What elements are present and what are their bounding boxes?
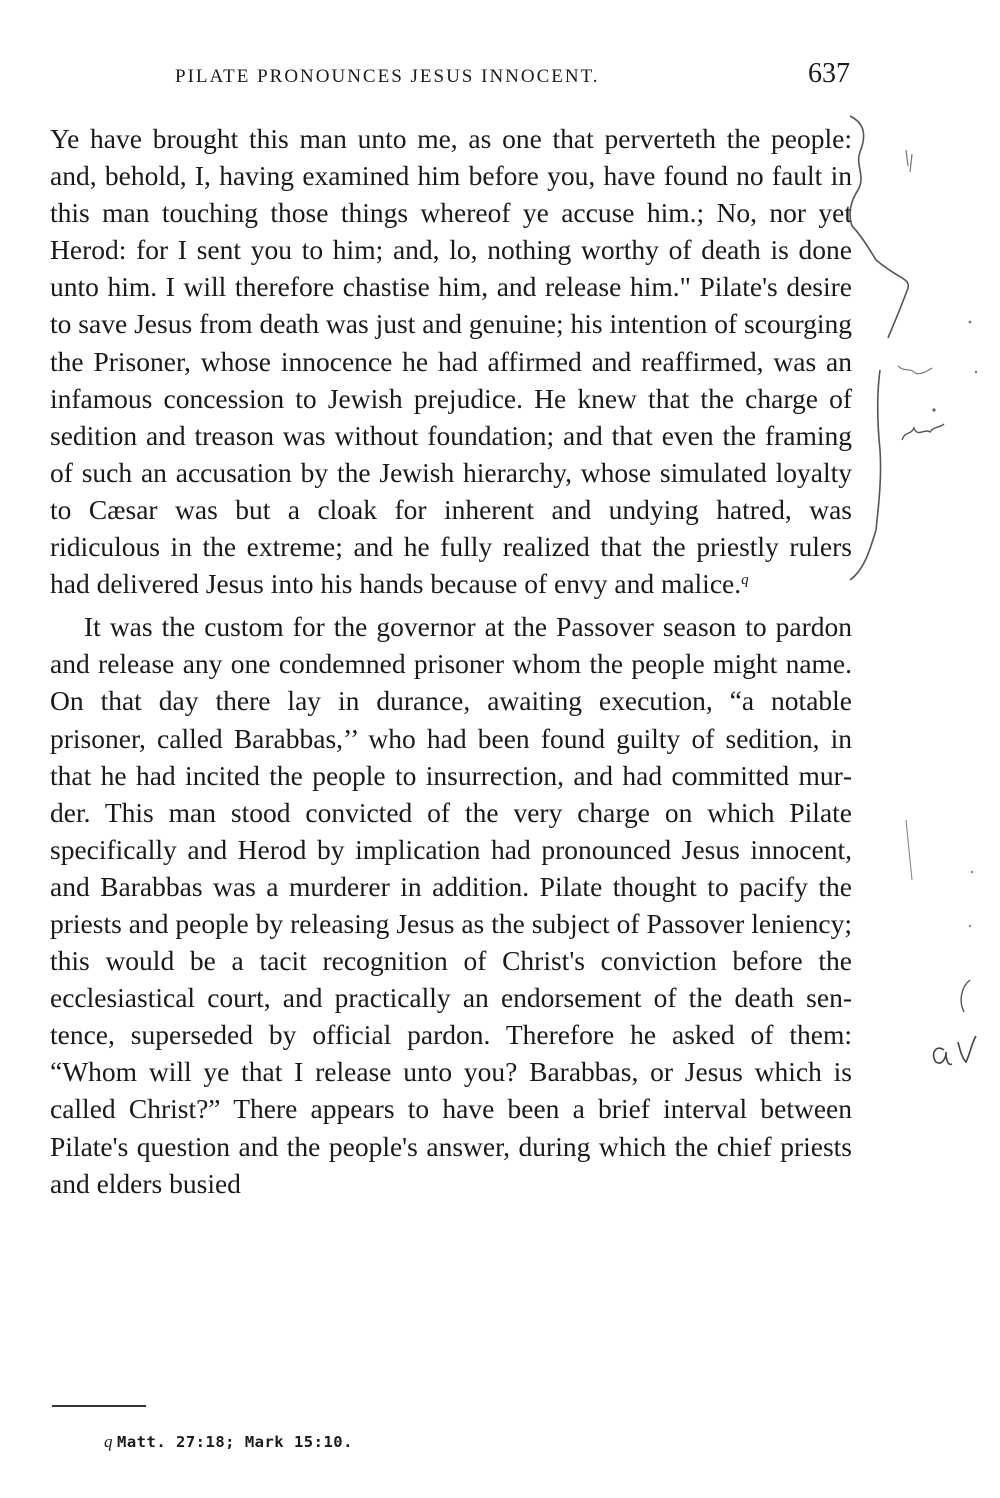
paragraph-text: It was the custom for the governor at the Passover season to pardon and release any one condemned prisoner whom the people might name. On that day there lay in durance, awaiting execution, “a notable prisoner, called Barabbas,’’ who had been found guilty of sedition, in that he had incited the people to insurrection, and had committed murder. This man stood convicted of the very charge on which Pilate specifically and Herod by implication had pronounced Jesus innocent, and Barabbas was a murderer in addition. Pilate thought to pacify the priests and people by releasing Jesus as the subject of Passover leniency; this would be a tacit recognition of Christ's conviction before the ecclesiastical court, and practically an endorsement of the death sentence, superseded by official pardon. Therefore he asked of them: “Whom will ye that I release unto you? Barabbas, or Jesus which is called Christ?” There appears to have been a brief interval between Pilate's question and the people's answer, during which the chief priests and elders busied [50, 611, 852, 1199]
page-header [50, 58, 850, 98]
footnote-reference: q [741, 572, 749, 589]
paragraph [50, 608, 852, 1202]
footnote-text: Matt. 27:18; Mark 15:10. [117, 1433, 353, 1451]
paragraph-text: Ye have brought this man unto me, as one that perverteth the people: and, behold, I, having examined him before you, have found no fault in this man touching those things whereof ye accuse him.; No, nor yet Herod: for I sent you to him; and, lo, nothing worthy of death is done unto him. I will therefore chastise him, and release him." Pilate's desire to save Jesus from death was just and genuine; his intention of scourging the Prisoner, whose innocence he had affirmed and reaffirmed, was an infamous concession to Jewish prejudice. He knew that the charge of sedition and treason was without foundation; and that even the framing of such an accusation by the Jewish hierarchy, whose simulated loyalty to Cæsar was but a cloak for inherent and undying hatred, was ridiculous in the extreme; and he fully realized that the priestly rulers had delivered Jesus into his hands because of envy and malice. [50, 123, 852, 600]
margin-bracket-annotation [840, 110, 1000, 630]
footnote-mark: q [104, 1432, 113, 1451]
footnote-divider [52, 1405, 146, 1407]
paragraph [50, 120, 852, 602]
body-text [50, 120, 852, 1202]
running-title: PILATE PRONOUNCES JESUS INNOCENT. [175, 66, 600, 87]
footnote [104, 1432, 353, 1452]
margin-handwriting-annotation [880, 800, 1000, 1100]
page-number: 637 [808, 58, 850, 89]
